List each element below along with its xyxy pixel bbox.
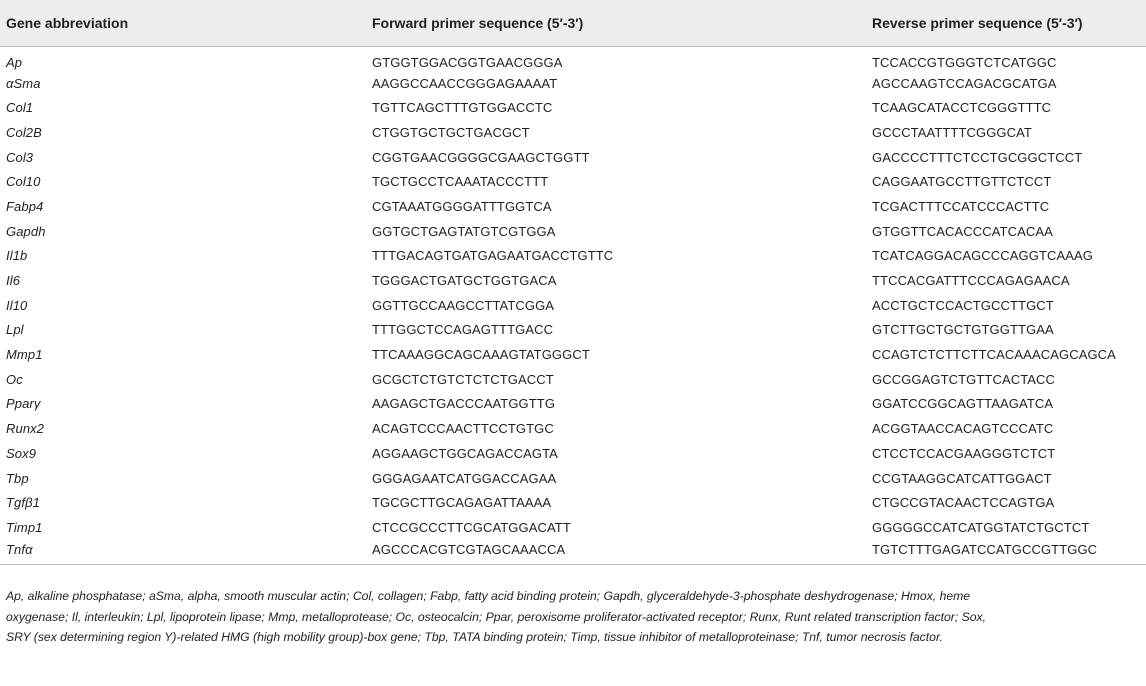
forward-primer-cell: ACAGTCCCAACTTCCTGTGC [372, 421, 554, 437]
reverse-primer-cell: ACCTGCTCCACTGCCTTGCT [872, 297, 1054, 313]
table-row [0, 416, 1146, 441]
gene-cell: αSma [6, 75, 41, 91]
reverse-primer-cell: AGCCAAGTCCAGACGCATGA [872, 75, 1057, 91]
gene-cell: Col1 [6, 100, 34, 116]
forward-primer-cell: TGCTGCCTCAAATACCCTTT [372, 174, 549, 190]
forward-primer-cell: TTTGGCTCCAGAGTTTGACC [372, 322, 554, 338]
table-row [0, 490, 1146, 515]
forward-primer-cell: GGTTGCCAAGCCTTATCGGA [372, 297, 555, 313]
gene-cell: Runx2 [6, 421, 45, 437]
forward-primer-cell: AGCCCACGTCGTAGCAAACCA [366, 540, 866, 565]
table-row [0, 46, 1146, 71]
reverse-primer-cell: GTCTTGCTGCTGTGGTTGAA [872, 322, 1054, 338]
header-reverse-primer: Reverse primer sequence (5′-3′) [866, 0, 1146, 46]
table-row [0, 318, 1146, 343]
table-row [0, 268, 1146, 293]
reverse-primer-cell: CTGCCGTACAACTCCAGTGA [872, 495, 1055, 511]
forward-primer-cell: AAGAGCTGACCCAATGGTTG [372, 396, 556, 412]
forward-primer-cell: CGGTGAACGGGGCGAAGCTGGTT [372, 149, 590, 165]
forward-primer-cell: GGGAGAATCATGGACCAGAA [372, 470, 557, 486]
footnote-line: Ap, alkaline phosphatase; aSma, alpha, smooth muscular actin; Col, collagen; Fabp, fatty acid binding protein; Gapdh, glyceraldehyde-3-phosphate deshydrogenase; Hmox, heme [6, 589, 971, 603]
table-footnote [6, 586, 1140, 648]
gene-cell: Sox9 [6, 445, 37, 461]
reverse-primer-cell: CTCCTCCACGAAGGGTCTCT [872, 445, 1056, 461]
footnote-line: SRY (sex determining region Y)-related HMG (high mobility group)-box gene; Tbp, TATA binding protein; Timp, tissue inhibitor of metalloproteinase; Tnf, tumor necrosis factor. [6, 630, 943, 644]
table-row [0, 169, 1146, 194]
forward-primer-cell: AAGGCCAACCGGGAGAAAAT [372, 75, 558, 91]
table-row [0, 392, 1146, 417]
table-row [0, 95, 1146, 120]
table-row [0, 219, 1146, 244]
reverse-primer-cell: GGGGGCCATCATGGTATCTGCTCT [872, 519, 1090, 535]
table-row [0, 441, 1146, 466]
forward-primer-cell: TTCAAAGGCAGCAAAGTATGGGCT [372, 347, 590, 363]
reverse-primer-cell: GTGGTTCACACCCATCACAA [872, 223, 1053, 239]
reverse-primer-cell: ACGGTAACCACAGTCCCATC [872, 421, 1054, 437]
reverse-primer-cell: CCGTAAGGCATCATTGGACT [872, 470, 1052, 486]
forward-primer-cell: AGGAAGCTGGCAGACCAGTA [372, 445, 558, 461]
gene-cell: Col3 [6, 149, 34, 165]
gene-cell: Ap [6, 55, 23, 71]
reverse-primer-cell: TCAAGCATACCTCGGGTTTC [872, 100, 1052, 116]
reverse-primer-cell: TCCACCGTGGGTCTCATGGC [872, 55, 1057, 71]
gene-cell: Mmp1 [6, 347, 43, 363]
reverse-primer-cell: TCATCAGGACAGCCCAGGTCAAAG [872, 248, 1094, 264]
forward-primer-cell: GGTGCTGAGTATGTCGTGGA [372, 223, 556, 239]
gene-cell: Col2B [6, 124, 42, 140]
table-row [0, 342, 1146, 367]
gene-cell: Col10 [6, 174, 41, 190]
forward-primer-cell: CGTAAATGGGGATTTGGTCA [372, 198, 552, 214]
gene-cell: Oc [6, 371, 23, 387]
table-row [0, 145, 1146, 170]
header-row [0, 0, 1146, 46]
reverse-primer-cell: CCAGTCTCTTCTTCACAAACAGCAGCA [872, 347, 1116, 363]
gene-cell: Il6 [6, 273, 21, 289]
reverse-primer-cell: TCGACTTTCCATCCCACTTC [872, 198, 1050, 214]
gene-cell: Tnfα [0, 540, 366, 565]
reverse-primer-cell: TGTCTTTGAGATCCATGCCGTTGGC [866, 540, 1146, 565]
forward-primer-cell: CTGGTGCTGCTGACGCT [372, 124, 530, 140]
gene-cell: Tgfβ1 [6, 495, 40, 511]
gene-cell: Il10 [6, 297, 28, 313]
gene-cell: Il1b [6, 248, 28, 264]
forward-primer-cell: GCGCTCTGTCTCTCTGACCT [372, 371, 554, 387]
reverse-primer-cell: TTCCACGATTTCCCAGAGAACA [872, 273, 1070, 289]
reverse-primer-cell: CAGGAATGCCTTGTTCTCCT [872, 174, 1052, 190]
gene-cell: Pparγ [6, 396, 41, 412]
table-row [0, 466, 1146, 491]
table-row [0, 244, 1146, 269]
reverse-primer-cell: GGATCCGGCAGTTAAGATCA [872, 396, 1054, 412]
gene-cell: Fabp4 [6, 198, 44, 214]
table-row [0, 540, 1146, 565]
gene-cell: Timp1 [6, 519, 43, 535]
forward-primer-cell: TGGGACTGATGCTGGTGACA [372, 273, 557, 289]
footnote-line: oxygenase; Il, interleukin; Lpl, lipoprotein lipase; Mmp, metalloprotease; Oc, osteocalcin; Ppar, peroxisome proliferator-activated receptor; Runx, Runt related transcription factor; Sox, [6, 609, 986, 624]
forward-primer-cell: TGTTCAGCTTTGTGGACCTC [372, 100, 553, 116]
forward-primer-cell: TTTGACAGTGATGAGAATGACCTGTTC [372, 248, 614, 264]
reverse-primer-cell: GCCCTAATTTTCGGGCAT [872, 124, 1032, 140]
forward-primer-cell: GTGGTGGACGGTGAACGGGA [372, 55, 563, 71]
forward-primer-cell: CTCCGCCCTTCGCATGGACATT [372, 519, 571, 535]
table-row [0, 120, 1146, 145]
forward-primer-cell: TGCGCTTGCAGAGATTAAAA [372, 495, 552, 511]
table-row [0, 367, 1146, 392]
header-gene-abbreviation: Gene abbreviation [0, 0, 366, 46]
reverse-primer-cell: GCCGGAGTCTGTTCACTACC [872, 371, 1056, 387]
gene-cell: Tbp [6, 470, 29, 486]
header-forward-primer: Forward primer sequence (5′-3′) [366, 0, 866, 46]
table-row [0, 194, 1146, 219]
table-body [0, 46, 1146, 564]
reverse-primer-cell: GACCCCTTTCTCCTGCGGCTCCT [872, 149, 1083, 165]
table-row [0, 293, 1146, 318]
table-row [0, 71, 1146, 96]
table-header [0, 0, 1146, 46]
gene-cell: Gapdh [6, 223, 46, 239]
table-row [0, 515, 1146, 540]
gene-cell: Lpl [6, 322, 24, 338]
